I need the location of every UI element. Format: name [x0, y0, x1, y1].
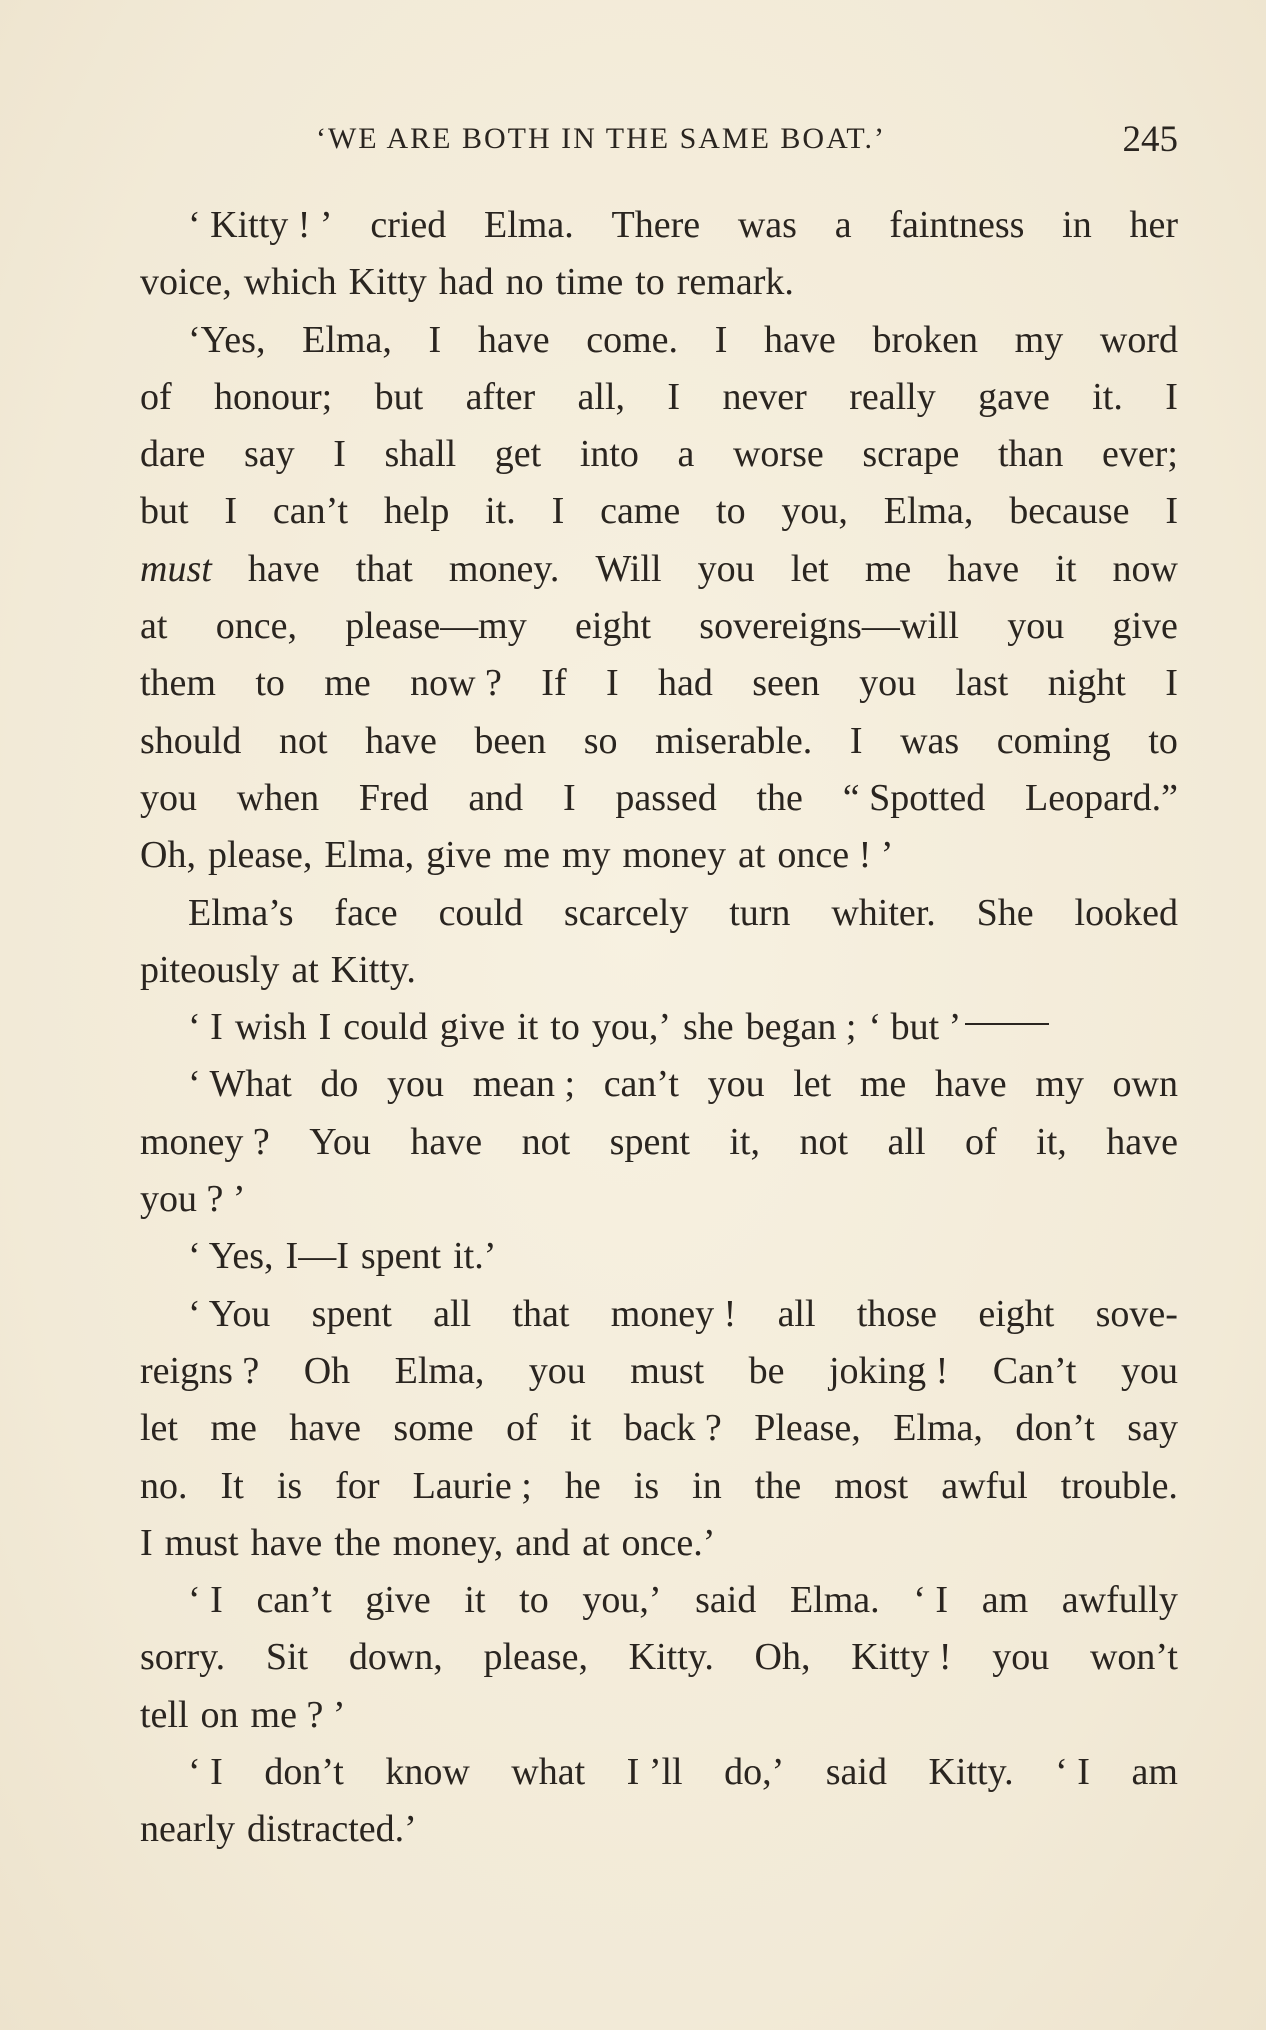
word: say [1127, 1407, 1178, 1450]
word: it [517, 1006, 539, 1049]
word: once ! ’ [777, 834, 894, 877]
word: I [428, 318, 442, 361]
word: in [692, 1464, 722, 1507]
word: Elma, [302, 318, 392, 361]
word: now ? [410, 662, 502, 705]
word: she [682, 1006, 734, 1049]
word: know [385, 1751, 470, 1794]
word: a [677, 433, 695, 476]
word: you [859, 662, 917, 705]
word: not [799, 1120, 849, 1163]
word: spent [360, 1235, 442, 1278]
word: was [737, 204, 797, 246]
word: ‘ I [188, 1006, 223, 1049]
word: it. [485, 490, 516, 533]
text-line [140, 1515, 1178, 1572]
word: is [633, 1464, 660, 1507]
word: Elma’s [188, 891, 294, 934]
running-title: ‘WE ARE BOTH IN THE SAME BOAT.’ [316, 122, 887, 155]
word: don’t [264, 1751, 344, 1794]
text-line [140, 942, 1178, 999]
word: joking ! [828, 1349, 949, 1392]
word: have [247, 547, 320, 590]
word: ‘ Kitty ! ’ [188, 204, 333, 246]
word: ‘ I [188, 1579, 223, 1622]
word: money ? [140, 1120, 270, 1163]
word: you, [781, 490, 848, 533]
word: scarcely [563, 891, 689, 934]
text-line [140, 1400, 1178, 1457]
word: you,’ [591, 1006, 671, 1049]
word: it [570, 1407, 592, 1450]
word: sorry. [140, 1636, 226, 1679]
word: once, [215, 605, 297, 648]
word: money, [392, 1521, 504, 1564]
word: been [474, 719, 547, 762]
text-line [140, 1687, 1178, 1744]
word: what [511, 1751, 586, 1794]
word: to [1148, 719, 1178, 762]
word: I [224, 490, 238, 533]
word: I [714, 318, 728, 361]
text-line [140, 1572, 1178, 1629]
word: reigns ? [140, 1349, 260, 1392]
word: do [320, 1063, 359, 1106]
word: awfully [1061, 1579, 1178, 1622]
word: ‘ I [913, 1579, 949, 1622]
word: ‘ but ’ [868, 999, 1049, 1056]
word: help [383, 490, 450, 533]
word: never [722, 375, 807, 418]
text-line [140, 1056, 1178, 1113]
word: not [521, 1120, 571, 1163]
text-line [140, 197, 1178, 254]
word: all [777, 1292, 816, 1335]
word: won’t [1089, 1636, 1178, 1679]
word: tell [140, 1693, 189, 1736]
word: ‘ I [188, 1751, 223, 1794]
word: turn [729, 891, 791, 934]
word: gave [978, 375, 1050, 418]
word: miserable. [655, 719, 813, 762]
word: I [140, 1521, 153, 1564]
word: it.’ [453, 1235, 497, 1278]
word: was [900, 719, 960, 762]
word: Can’t [992, 1349, 1077, 1392]
word: Elma. [484, 204, 574, 246]
word: could [438, 891, 523, 934]
word: all [887, 1120, 926, 1163]
text-line [140, 885, 1178, 942]
word: have [365, 719, 437, 762]
word: you [1120, 1349, 1178, 1392]
word: have [477, 318, 550, 361]
word: word [1099, 318, 1178, 361]
word: please, [483, 1636, 588, 1679]
word: you [140, 776, 197, 819]
text-line [140, 999, 1178, 1056]
word: ‘Yes, [188, 318, 266, 361]
word: to [716, 490, 746, 533]
word: say [243, 433, 295, 476]
word: have [410, 1120, 483, 1163]
word: the [754, 1464, 802, 1507]
word: all [433, 1292, 472, 1335]
word: you [528, 1349, 586, 1392]
word: There [611, 204, 701, 246]
text-line [140, 1744, 1178, 1801]
word: and [468, 776, 524, 819]
word: them [140, 662, 216, 705]
word: said [695, 1579, 757, 1622]
word: so [583, 719, 618, 762]
word: at [737, 834, 766, 877]
word: Leopard.” [1024, 776, 1178, 819]
word: let [790, 547, 829, 590]
word: me [503, 834, 550, 877]
word: he [564, 1464, 601, 1507]
text-line [140, 1286, 1178, 1343]
word: the [334, 1521, 381, 1564]
text-line [140, 541, 1178, 598]
word: mean ; [472, 1063, 576, 1106]
word: awful [941, 1464, 1028, 1507]
word: Sit [265, 1636, 309, 1679]
word: Laurie ; [412, 1464, 532, 1507]
word: It [220, 1464, 244, 1507]
word: her [1129, 204, 1178, 246]
word: have [289, 1407, 361, 1450]
text-line [140, 254, 1178, 311]
word: give [1112, 605, 1178, 648]
word: of [506, 1407, 538, 1450]
word: ‘ I [1055, 1751, 1090, 1794]
text-line [140, 426, 1178, 483]
word: to [635, 261, 665, 304]
word: ‘ Yes, [188, 1235, 274, 1278]
word: but [140, 490, 189, 533]
word: not [278, 719, 328, 762]
word: a [834, 204, 852, 246]
word: when [236, 776, 320, 819]
word: Kitty. [928, 1751, 1014, 1794]
word: had [658, 662, 713, 705]
word: Will [595, 547, 662, 590]
word: dare [140, 433, 206, 476]
word: Elma. [789, 1579, 880, 1622]
word: You [309, 1120, 371, 1163]
word: really [849, 375, 936, 418]
word: no [505, 261, 544, 304]
word: it, [729, 1120, 760, 1163]
word: have [934, 1063, 1007, 1106]
word: is [276, 1464, 303, 1507]
word: you [387, 1063, 445, 1106]
word: Kitty [348, 261, 427, 304]
word: have [764, 318, 836, 361]
word: because [1009, 490, 1130, 533]
word: Oh, [140, 834, 196, 877]
word: piteously [140, 948, 280, 991]
word: give [365, 1579, 431, 1622]
text-line [140, 1801, 1178, 1858]
word: me [864, 547, 912, 590]
word: sovereigns—will [699, 605, 959, 648]
word: of [965, 1120, 997, 1163]
text-line [140, 827, 1178, 884]
word: into [579, 433, 639, 476]
word: it, [1036, 1120, 1067, 1163]
word: should [140, 719, 242, 762]
word: you ? ’ [140, 1178, 246, 1221]
word: I [1165, 375, 1178, 418]
word: I ’ll [626, 1751, 683, 1794]
text-line [140, 369, 1178, 426]
word: me [210, 1407, 257, 1450]
word: own [1112, 1063, 1178, 1106]
text-line [140, 1228, 1178, 1285]
word: worse [732, 433, 824, 476]
word: ‘ What [188, 1063, 292, 1106]
text-line [140, 1629, 1178, 1686]
word: am [981, 1579, 1029, 1622]
word: get [494, 433, 542, 476]
text-line [140, 1171, 1178, 1228]
word: shall [384, 433, 457, 476]
em-dash-rule [965, 1023, 1049, 1025]
word: that [355, 547, 413, 590]
word: can’t [603, 1063, 679, 1106]
word: let [140, 1407, 178, 1450]
word: nearly [140, 1808, 235, 1851]
word: my [1014, 318, 1064, 361]
word: you [707, 1063, 765, 1106]
word: at [582, 1521, 610, 1564]
word: I [318, 1006, 332, 1049]
word: must [164, 1521, 239, 1564]
word: I [551, 490, 565, 533]
word: remark. [676, 261, 794, 304]
word: said [825, 1751, 887, 1794]
word: let [793, 1063, 832, 1106]
word: Elma, [893, 1407, 983, 1450]
word: those [856, 1292, 938, 1335]
word: I [605, 662, 619, 705]
word: trouble. [1060, 1464, 1178, 1507]
running-head [140, 118, 1178, 162]
word: began ; [745, 1006, 857, 1049]
word: faintness [889, 204, 1025, 246]
text-line [140, 655, 1178, 712]
text-line [140, 598, 1178, 655]
word: Oh, [754, 1636, 811, 1679]
word: had [438, 261, 494, 304]
word: most [834, 1464, 909, 1507]
word: back ? [623, 1407, 722, 1450]
word: to [519, 1579, 549, 1622]
word: Elma, [324, 834, 415, 877]
word: it [464, 1579, 486, 1622]
word: looked [1074, 891, 1178, 934]
word: am [1131, 1751, 1178, 1794]
word: at [291, 948, 319, 991]
word: ever; [1101, 433, 1178, 476]
word: in [1062, 204, 1092, 246]
word: I [562, 776, 576, 819]
word: Kitty ! [851, 1636, 952, 1679]
word: can’t [256, 1579, 332, 1622]
word: once.’ [621, 1521, 716, 1564]
word: night [1047, 662, 1126, 705]
word: Elma, [394, 1349, 485, 1392]
word: for [335, 1464, 380, 1507]
word: me ? ’ [250, 1693, 346, 1736]
word: wish [234, 1006, 307, 1049]
word: the [756, 776, 803, 819]
word: than [997, 433, 1064, 476]
word: voice, [140, 261, 232, 304]
word: you [697, 547, 755, 590]
word: Kitty. [628, 1636, 714, 1679]
word: give [426, 834, 492, 877]
word: eight [978, 1292, 1055, 1335]
word: and [515, 1521, 571, 1564]
word: face [334, 891, 398, 934]
word: can’t [272, 490, 349, 533]
word: that [512, 1292, 570, 1335]
word: don’t [1015, 1407, 1095, 1450]
word: “ Spotted [842, 776, 986, 819]
word: distracted.’ [246, 1808, 417, 1851]
word: could [343, 1006, 428, 1049]
word: ‘ You [188, 1292, 271, 1335]
word: me [324, 662, 371, 705]
word: all, [577, 375, 626, 418]
text-line [140, 1458, 1178, 1515]
word: after [465, 375, 536, 418]
word: be [748, 1349, 785, 1392]
word: but [374, 375, 424, 418]
word: please, [207, 834, 313, 877]
word: me [859, 1063, 907, 1106]
word: time [555, 261, 624, 304]
word: I [667, 375, 681, 418]
word: Kitty. [330, 948, 416, 991]
word: Elma, [883, 490, 974, 533]
word: I [1165, 490, 1178, 533]
word: I [849, 719, 863, 762]
word: money ! [610, 1292, 737, 1335]
word: cried [370, 204, 447, 246]
word: I [1165, 662, 1178, 705]
word: seen [752, 662, 820, 705]
text-line [140, 1114, 1178, 1171]
word: have [947, 547, 1020, 590]
text-line [140, 713, 1178, 770]
word: which [243, 261, 337, 304]
word: She [976, 891, 1034, 934]
word: broken [872, 318, 978, 361]
word: down, [348, 1636, 443, 1679]
word: you,’ [582, 1579, 662, 1622]
word: whiter. [831, 891, 936, 934]
word: come. [586, 318, 679, 361]
word: honour; [214, 375, 333, 418]
text-line [140, 1343, 1178, 1400]
word: you [1007, 605, 1065, 648]
text-line [140, 483, 1178, 540]
word: I—I [285, 1235, 349, 1278]
word: coming [996, 719, 1111, 762]
word: eight [575, 605, 652, 648]
word: If [541, 662, 567, 705]
word: now [1112, 547, 1178, 590]
word: have [250, 1521, 323, 1564]
word: must [140, 547, 212, 590]
word: of [140, 375, 172, 418]
word: on [200, 1693, 239, 1736]
word: last [955, 662, 1009, 705]
word: please—my [345, 605, 527, 648]
word: Fred [358, 776, 429, 819]
word: money. [448, 547, 560, 590]
word: spent [609, 1120, 690, 1163]
word: sove- [1095, 1292, 1178, 1335]
word: to [255, 662, 285, 705]
word: it. [1092, 375, 1123, 418]
word: give [439, 1006, 506, 1049]
word: must [630, 1349, 705, 1392]
text-line [140, 312, 1178, 369]
word: spent [311, 1292, 392, 1335]
text-line [140, 770, 1178, 827]
word: no. [140, 1464, 188, 1507]
word: to [550, 1006, 580, 1049]
word: do,’ [724, 1751, 785, 1794]
word: Please, [754, 1407, 861, 1450]
page-number: 245 [1122, 119, 1178, 160]
word: passed [615, 776, 717, 819]
word: my [561, 834, 611, 877]
body-text [140, 197, 1178, 1859]
word: money [622, 834, 726, 877]
word: at [140, 605, 168, 648]
word: my [1035, 1063, 1084, 1106]
word: scrape [862, 433, 960, 476]
word: came [600, 490, 681, 533]
word: it [1055, 547, 1077, 590]
word: have [1106, 1120, 1178, 1163]
word: Oh [303, 1349, 351, 1392]
word: some [393, 1407, 474, 1450]
word: I [333, 433, 346, 476]
word: you [992, 1636, 1050, 1679]
